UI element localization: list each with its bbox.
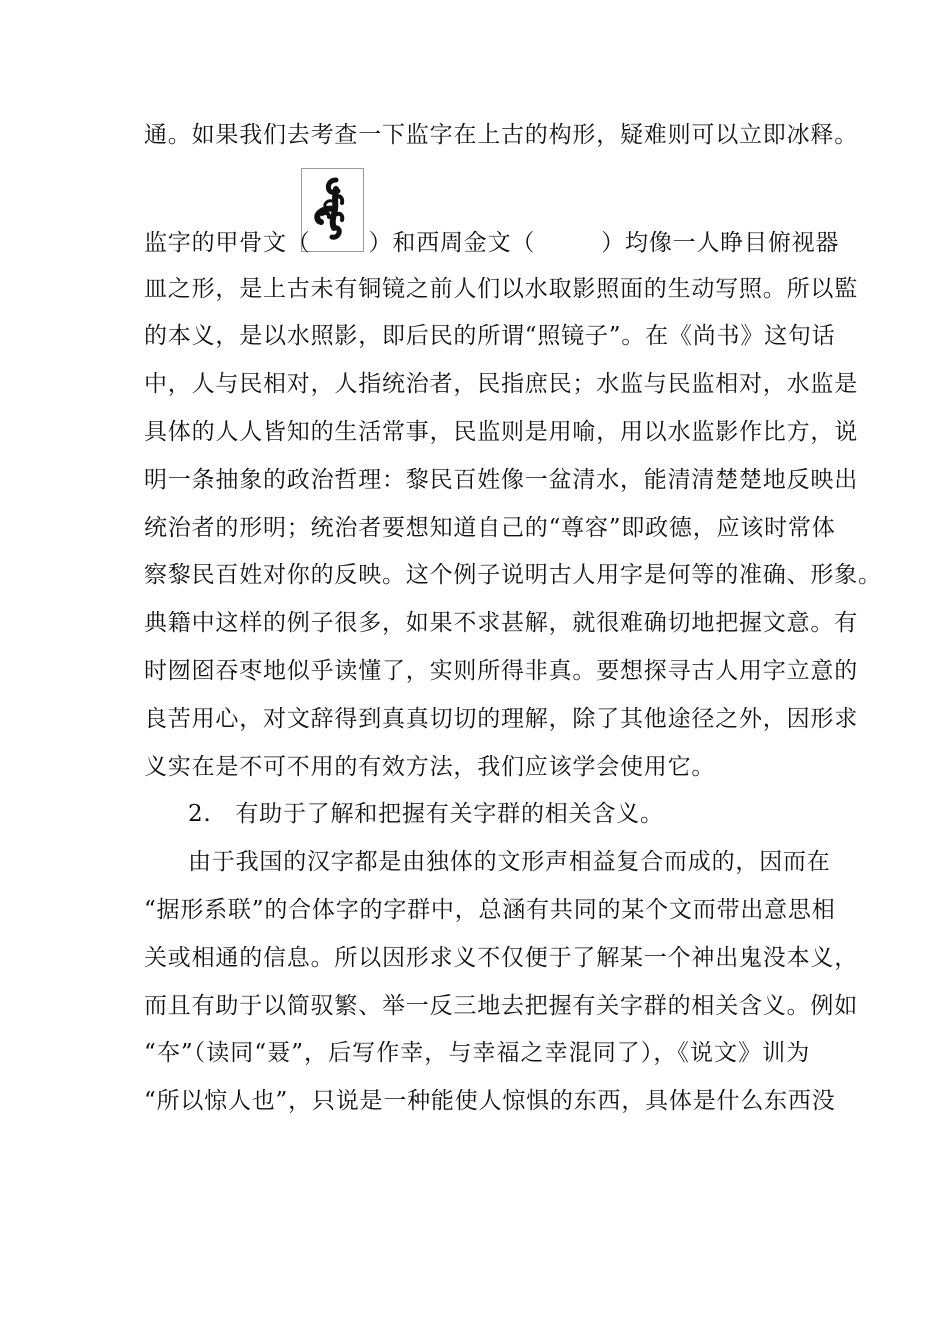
text-fragment: 监字的甲骨文（ xyxy=(144,230,311,256)
paragraph-line: “所以惊人也”，只说是一种能使人惊惧的东西，具体是什么东西没 xyxy=(144,1088,836,1114)
section-heading: 2. 有助于了解和把握有关字群的相关含义。 xyxy=(188,801,664,827)
text-fragment: ）均像一人睁目俯视器 xyxy=(601,230,840,256)
paragraph-line: “据形系联”的合体字的字群中，总涵有共同的某个文而带出意思相 xyxy=(144,897,836,923)
text-fragment: ）和西周金文（ xyxy=(368,230,536,256)
paragraph-line: 典籍中这样的例子很多，如果不求甚解，就很难确切地把握文意。有 xyxy=(144,610,858,636)
paragraph-line: 皿之形，是上古未有铜镜之前人们以水取影照面的生动写照。所以監 xyxy=(144,276,858,302)
paragraph-line-with-glyphs xyxy=(144,228,840,258)
paragraph-line: 时囫囵吞枣地似乎读懂了，实则所得非真。要想探寻古人用字立意的 xyxy=(144,658,858,684)
paragraph-line: 的本义，是以水照影，即后民的所谓“照镜子”。在《尚书》这句话 xyxy=(144,323,836,349)
paragraph-line: 统治者的形明；统治者要想知道自己的“尊容”即政德，应该时常体 xyxy=(144,515,836,541)
paragraph-line: “夲”（读同“聂”，后写作幸，与幸福之幸混同了），《说文》训为 xyxy=(144,1040,810,1066)
paragraph-line: 关或相通的信息。所以因形求义不仅便于了解某一个神出鬼没本义， xyxy=(144,945,858,971)
paragraph-line: 具体的人人皆知的生活常事，民监则是用喻，用以水监影作比方，说 xyxy=(144,419,858,445)
paragraph-line: 中，人与民相对，人指统治者，民指庶民；水监与民监相对，水监是 xyxy=(144,371,858,397)
paragraph-line: 而且有助于以简驭繁、举一反三地去把握有关字群的相关含义。例如 xyxy=(144,993,858,1019)
paragraph-line: 义实在是不可不用的有效方法，我们应该学会使用它。 xyxy=(144,754,716,780)
paragraph-line: 良苦用心，对文辞得到真真切切的理解，除了其他途径之外，因形求 xyxy=(144,706,858,732)
paragraph-line: 由于我国的汉字都是由独体的文形声相益复合而成的，因而在 xyxy=(188,849,831,875)
paragraph-line: 通。如果我们去考查一下监字在上古的构形，疑难则可以立即冰释。 xyxy=(144,122,858,148)
paragraph-line: 察黎民百姓对你的反映。这个例子说明古人用字是何等的准确、形象。 xyxy=(144,562,882,588)
paragraph-line: 明一条抽象的政治哲理：黎民百姓像一盆清水，能清清楚楚地反映出 xyxy=(144,467,858,493)
